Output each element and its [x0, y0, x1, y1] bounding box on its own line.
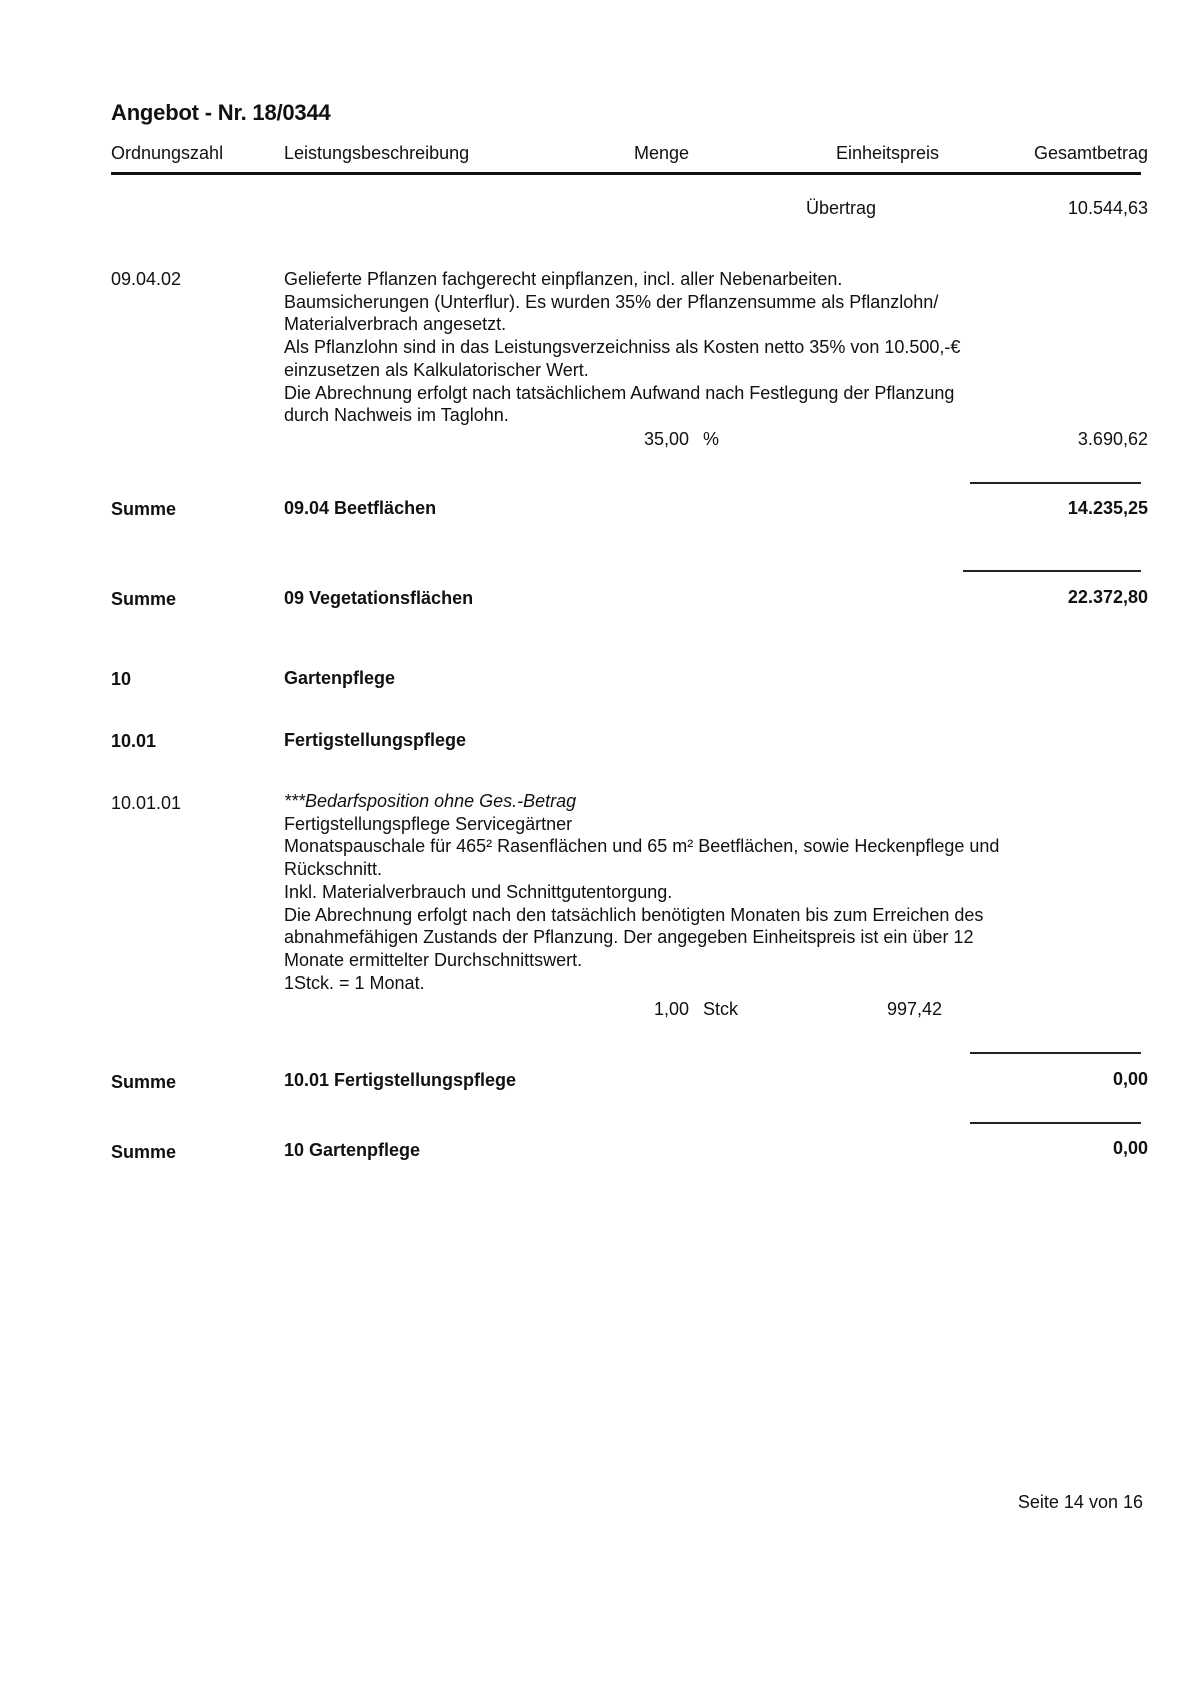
sum-title: 09.04 Beetflächen — [284, 498, 437, 518]
sum-title: 10.01 Fertigstellungspflege — [284, 1070, 517, 1090]
description-line: Fertigstellungspflege Servicegärtner — [284, 813, 573, 834]
position-menge: 35,00 — [644, 429, 690, 449]
heading-oz: 10.01 — [111, 731, 157, 751]
sum-label: Summe — [111, 499, 177, 519]
description-line: Inkl. Materialverbrauch und Schnittgutentorgung. — [284, 881, 673, 902]
sum-label: Summe — [111, 1072, 177, 1092]
description-line: Als Pflanzlohn sind in das Leistungsverzeichniss als Kosten netto 35% von 10.500,-€ — [284, 337, 961, 358]
sum-title: 09 Vegetationsflächen — [284, 588, 474, 608]
sum-label: Summe — [111, 589, 177, 609]
position-einheitspreis: 997,42 — [887, 999, 943, 1019]
header-rule — [111, 172, 1141, 175]
sum-value: 22.372,80 — [1067, 587, 1148, 607]
sum-rule — [970, 1052, 1141, 1054]
description-line: 1Stck. = 1 Monat. — [284, 972, 425, 993]
col-header-ordnungszahl: Ordnungszahl — [111, 143, 224, 163]
position-oz: 09.04.02 — [111, 269, 182, 289]
sum-label: Summe — [111, 1142, 177, 1162]
position-gesamt: 3.690,62 — [1077, 429, 1148, 449]
description-line: abnahmefähigen Zustands der Pflanzung. Der angegeben Einheitspreis ist ein über 12 — [284, 927, 974, 948]
position-oz: 10.01.01 — [111, 793, 182, 813]
description-line: Die Abrechnung erfolgt nach tatsächlichem Aufwand nach Festlegung der Pflanzung — [284, 382, 955, 403]
position-menge: 1,00 — [654, 999, 690, 1019]
description-line: Rückschnitt. — [284, 859, 383, 880]
sum-title: 10 Gartenpflege — [284, 1140, 421, 1160]
position-einheit: % — [703, 429, 720, 449]
heading-title: Fertigstellungspflege — [284, 730, 467, 750]
position-description — [284, 790, 999, 994]
position-einheit: Stck — [703, 999, 739, 1019]
uebertrag-label: Übertrag — [806, 198, 877, 218]
description-line: Die Abrechnung erfolgt nach den tatsächlich benötigten Monaten bis zum Erreichen des — [284, 904, 984, 925]
description-line: Baumsicherungen (Unterflur). Es wurden 35% der Pflanzensumme als Pflanzlohn/ — [284, 291, 939, 312]
col-header-einheitspreis: Einheitspreis — [836, 143, 940, 163]
description-line: Materialverbrach angesetzt. — [284, 314, 507, 335]
heading-oz: 10 — [111, 669, 132, 689]
col-header-leistungsbeschreibung: Leistungsbeschreibung — [284, 143, 470, 163]
sum-rule — [970, 482, 1141, 484]
description-line: Gelieferte Pflanzen fachgerecht einpflanzen, incl. aller Nebenarbeiten. — [284, 269, 843, 289]
description-line: Monate ermittelter Durchschnittswert. — [284, 949, 583, 970]
document-title: Angebot - Nr. 18/0344 — [111, 100, 331, 125]
position-description — [284, 268, 960, 427]
col-header-gesamtbetrag: Gesamtbetrag — [1033, 143, 1148, 163]
description-line: durch Nachweis im Taglohn. — [284, 405, 509, 426]
uebertrag-value: 10.544,63 — [1067, 198, 1148, 218]
col-header-menge: Menge — [634, 143, 690, 163]
description-line: einzusetzen als Kalkulatorischer Wert. — [284, 359, 589, 380]
sum-rule — [970, 1122, 1141, 1124]
description-line: Monatspauschale für 465² Rasenflächen und 65 m² Beetflächen, sowie Heckenpflege und — [284, 836, 1000, 857]
sum-value: 14.235,25 — [1067, 498, 1148, 518]
position-note: ***Bedarfsposition ohne Ges.-Betrag — [284, 791, 577, 811]
sum-value: 0,00 — [1112, 1069, 1148, 1089]
sum-value: 0,00 — [1112, 1138, 1148, 1158]
heading-title: Gartenpflege — [284, 668, 396, 688]
sum-rule — [963, 570, 1141, 572]
page-number: Seite 14 von 16 — [1017, 1492, 1143, 1512]
